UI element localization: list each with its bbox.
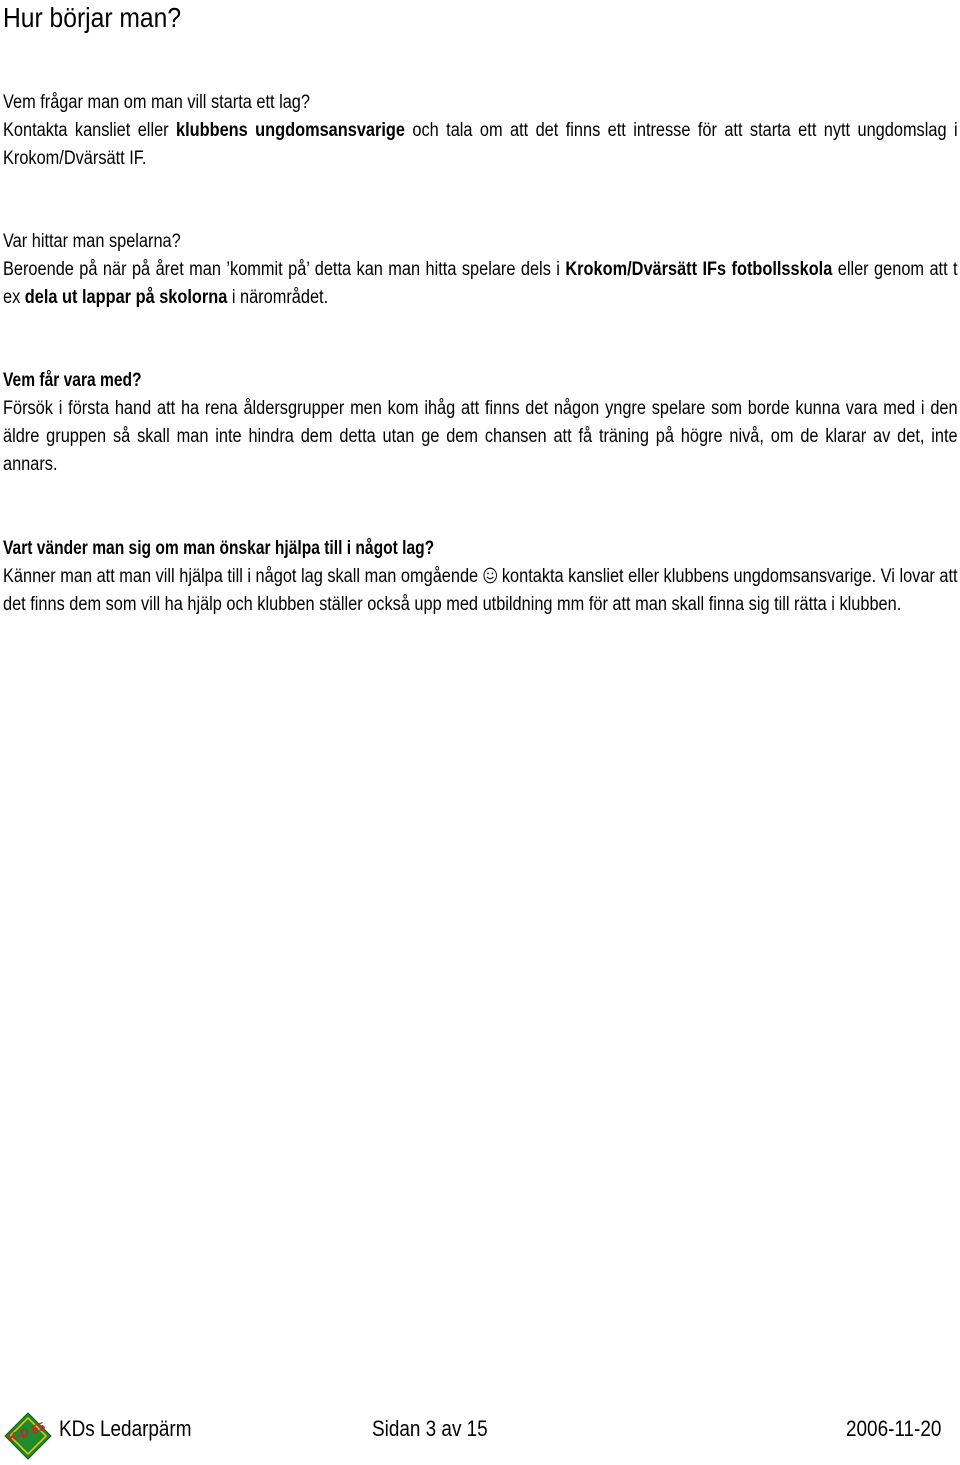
footer-date: 2006-11-20 [846,1416,942,1441]
body-bold-text: klubbens ungdomsansvarige [176,120,405,141]
body-text: och tala om att det finns ett intresse för att starta ett nytt ungdomslag i Krokom/Dvärsätt IF. [3,120,958,169]
section-body [3,256,958,312]
body-text: Beroende på när på året man ’kommit på’ detta kan man hitta spelare dels i [3,259,566,280]
body-text: kontakta kansliet eller klubbens ungdomsansvarige. Vi lovar att det finns dem som vill ha hjälp och klubben ställer också upp med utbildning mm för att man skall finna sig till rätta i klubben. [3,566,958,615]
body-text: Försök i första hand att ha rena åldersgrupper men kom ihåg att finns det någon yngre spelare som borde kunna vara med i den äldre gruppen så skall man inte hindra dem detta utan ge dem chansen att få träning på högre nivå, om de klarar av det, inte annars. [3,398,958,475]
section-body [3,563,958,619]
section-question: Var hittar man spelarna? [3,231,181,252]
footer-page-number: Sidan 3 av 15 [372,1416,488,1441]
logo-text: K-D 55 [6,1419,47,1446]
section-find-players [3,228,957,312]
body-bold-text: Krokom/Dvärsätt IFs fotbollsskola [565,259,833,280]
section-body [3,117,958,173]
body-text: eller genom att t ex [3,259,958,308]
page-footer [0,1410,960,1460]
footer-document-name: KDs Ledarpärm [59,1416,192,1441]
section-volunteer [3,535,957,619]
section-question: Vart vänder man sig om man önskar hjälpa till i något lag? [3,538,435,559]
body-text: Känner man att man vill hjälpa till i något lag skall man omgående [3,566,483,587]
club-logo [4,1412,52,1460]
section-question: Vem får vara med? [3,370,142,391]
body-text: i närområdet. [227,287,329,308]
smiley-icon [483,567,498,584]
section-body [3,395,958,479]
document-title: Hur börjar man? [3,2,182,33]
section-start-team [3,89,957,173]
section-question: Vem frågar man om man vill starta ett lag? [3,92,310,113]
body-text: Kontakta kansliet eller [3,120,177,141]
body-bold-text: dela ut lappar på skolorna [24,287,228,308]
section-who-can-join [3,367,957,479]
